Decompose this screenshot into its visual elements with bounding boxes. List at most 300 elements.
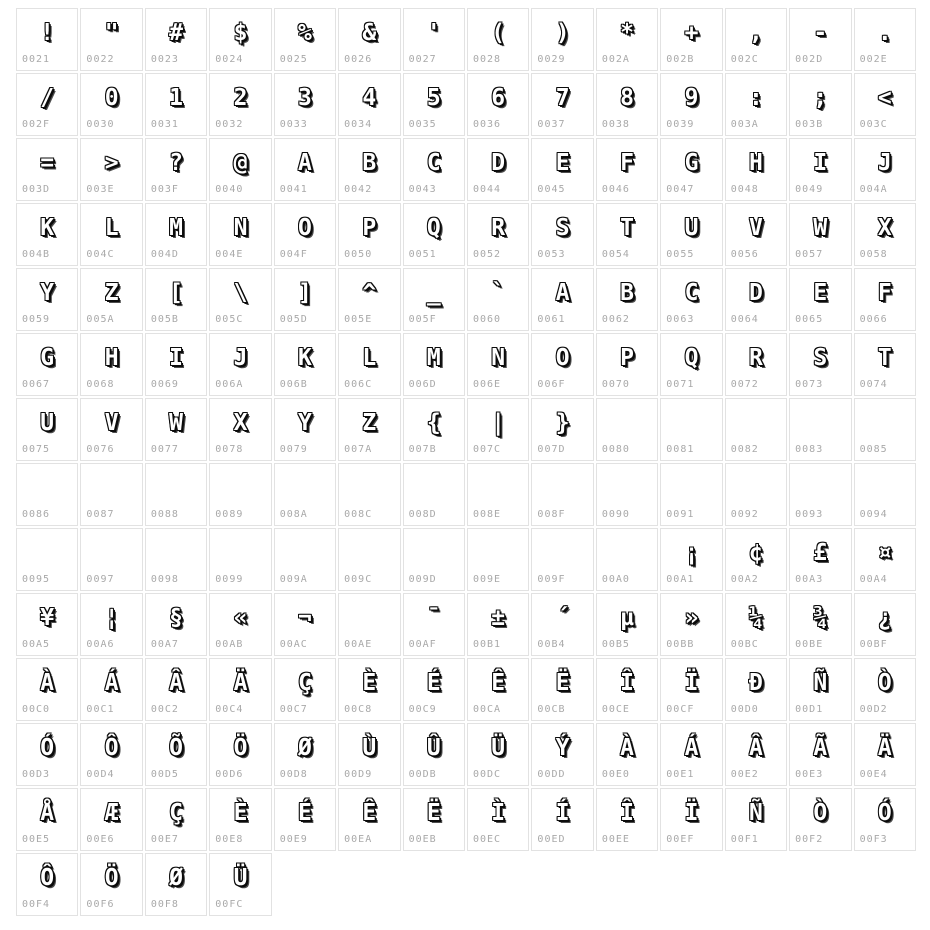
glyph-cell-0099 bbox=[209, 528, 271, 591]
glyph-cell-0022 bbox=[80, 8, 142, 71]
codepoint-label: 0070 bbox=[601, 379, 630, 390]
codepoint-label: 0052 bbox=[472, 249, 502, 260]
codepoint-label: 00A2 bbox=[730, 574, 759, 585]
glyph-cell-006F bbox=[531, 333, 593, 396]
glyph-cell-00CB bbox=[531, 658, 593, 721]
glyph-preview bbox=[661, 269, 721, 315]
glyph-cell-003E bbox=[80, 138, 142, 201]
glyph-preview bbox=[17, 269, 77, 315]
codepoint-label: 0080 bbox=[601, 444, 630, 455]
glyph-character: È bbox=[362, 670, 377, 696]
glyph-character: U bbox=[684, 215, 699, 241]
glyph-character: £ bbox=[813, 540, 828, 566]
codepoint-label: 00BB bbox=[666, 639, 695, 650]
glyph-preview bbox=[404, 334, 464, 380]
glyph-character: G bbox=[40, 345, 55, 371]
glyph-character: Q bbox=[684, 345, 699, 371]
codepoint-label: 003B bbox=[795, 119, 824, 130]
codepoint-label: 0068 bbox=[86, 379, 115, 390]
codepoint-label: 00C2 bbox=[150, 704, 179, 715]
glyph-preview bbox=[81, 399, 141, 445]
glyph-character: 9 bbox=[684, 85, 699, 111]
codepoint-label: 008A bbox=[279, 509, 308, 520]
glyph-character: V bbox=[748, 215, 763, 241]
glyph-preview-empty bbox=[81, 529, 141, 575]
glyph-cell-00B4 bbox=[531, 593, 593, 656]
codepoint-label: 0047 bbox=[666, 184, 695, 195]
codepoint-label: 0060 bbox=[472, 314, 502, 325]
glyph-preview bbox=[790, 789, 850, 835]
glyph-cell-007D bbox=[531, 398, 593, 461]
codepoint-label: 0037 bbox=[537, 119, 566, 130]
codepoint-label: 0027 bbox=[408, 54, 437, 65]
glyph-character: F bbox=[877, 280, 892, 306]
glyph-cell-00A0 bbox=[596, 528, 658, 591]
glyph-preview bbox=[790, 204, 850, 250]
glyph-character: R bbox=[748, 345, 763, 371]
glyph-character: @ bbox=[233, 150, 248, 176]
codepoint-label: 00BC bbox=[730, 639, 759, 650]
glyph-cell-00AF bbox=[403, 593, 465, 656]
glyph-character: ; bbox=[813, 85, 828, 111]
codepoint-label: 0025 bbox=[279, 54, 308, 65]
glyph-cell-0023 bbox=[145, 8, 207, 71]
glyph-cell-0097 bbox=[80, 528, 142, 591]
glyph-cell-0089 bbox=[209, 463, 271, 526]
glyph-cell-00EE bbox=[596, 788, 658, 851]
glyph-character: Â bbox=[169, 670, 183, 696]
codepoint-label: 006B bbox=[279, 379, 308, 390]
glyph-preview bbox=[339, 399, 399, 445]
glyph-character: P bbox=[362, 215, 377, 241]
codepoint-label: 0057 bbox=[795, 249, 824, 260]
glyph-preview-empty bbox=[726, 464, 786, 510]
glyph-cell-0067 bbox=[16, 333, 78, 396]
glyph-preview bbox=[17, 139, 77, 185]
codepoint-label: 00C8 bbox=[344, 704, 373, 715]
glyph-character: D bbox=[748, 280, 763, 306]
glyph-cell-0042 bbox=[338, 138, 400, 201]
glyph-cell-00DB bbox=[403, 723, 465, 786]
glyph-preview bbox=[81, 204, 141, 250]
glyph-cell-0093 bbox=[789, 463, 851, 526]
glyph-character: Ý bbox=[555, 735, 570, 761]
glyph-preview bbox=[17, 399, 77, 445]
glyph-cell-0055 bbox=[660, 203, 722, 266]
glyph-cell-0037 bbox=[531, 73, 593, 136]
glyph-cell-0066 bbox=[854, 268, 916, 331]
glyph-cell-005F bbox=[403, 268, 465, 331]
codepoint-label: 00D8 bbox=[279, 769, 308, 780]
codepoint-label: 0067 bbox=[22, 379, 51, 390]
glyph-preview bbox=[404, 139, 464, 185]
glyph-character: # bbox=[169, 20, 183, 46]
glyph-preview-empty bbox=[339, 594, 399, 640]
codepoint-label: 00CE bbox=[601, 704, 630, 715]
codepoint-label: 00B5 bbox=[601, 639, 630, 650]
glyph-cell-007A bbox=[338, 398, 400, 461]
glyph-preview-empty bbox=[597, 464, 657, 510]
glyph-character: É bbox=[426, 670, 441, 696]
codepoint-label: 006F bbox=[537, 379, 566, 390]
codepoint-label: 00C1 bbox=[86, 704, 115, 715]
glyph-preview bbox=[532, 204, 592, 250]
glyph-cell-00A3 bbox=[789, 528, 851, 591]
glyph-character: Å bbox=[40, 800, 55, 826]
glyph-cell-0091 bbox=[660, 463, 722, 526]
glyph-preview bbox=[726, 594, 786, 640]
glyph-cell-0045 bbox=[531, 138, 593, 201]
glyph-cell-00F4 bbox=[16, 853, 78, 916]
glyph-preview bbox=[726, 334, 786, 380]
codepoint-label: 0035 bbox=[408, 119, 437, 130]
glyph-character: W bbox=[169, 410, 183, 436]
glyph-cell-0073 bbox=[789, 333, 851, 396]
glyph-cell-0036 bbox=[467, 73, 529, 136]
glyph-cell-0074 bbox=[854, 333, 916, 396]
codepoint-label: 0069 bbox=[150, 379, 179, 390]
glyph-cell-0027 bbox=[403, 8, 465, 71]
glyph-character: Ó bbox=[877, 800, 892, 826]
glyph-cell-006D bbox=[403, 333, 465, 396]
glyph-cell-0049 bbox=[789, 138, 851, 201]
glyph-preview bbox=[404, 9, 464, 55]
glyph-preview bbox=[597, 334, 657, 380]
codepoint-label: 0028 bbox=[472, 54, 502, 65]
glyph-character: É bbox=[297, 800, 312, 826]
glyph-character: C bbox=[684, 280, 699, 306]
glyph-preview bbox=[210, 139, 270, 185]
glyph-preview bbox=[17, 9, 77, 55]
glyph-character: ¤ bbox=[877, 540, 892, 566]
glyph-cell-005A bbox=[80, 268, 142, 331]
glyph-cell-00CA bbox=[467, 658, 529, 721]
codepoint-label: 00EC bbox=[472, 834, 502, 845]
glyph-cell-0079 bbox=[274, 398, 336, 461]
glyph-preview bbox=[532, 334, 592, 380]
codepoint-label: 0065 bbox=[795, 314, 824, 325]
glyph-cell-00B5 bbox=[596, 593, 658, 656]
glyph-character: } bbox=[555, 410, 570, 436]
glyph-character: \ bbox=[233, 280, 248, 306]
glyph-preview bbox=[210, 9, 270, 55]
codepoint-label: 00A5 bbox=[22, 639, 51, 650]
codepoint-label: 0058 bbox=[859, 249, 888, 260]
glyph-preview bbox=[790, 724, 850, 770]
glyph-character: 5 bbox=[426, 85, 441, 111]
glyph-preview bbox=[210, 399, 270, 445]
glyph-character: 8 bbox=[620, 85, 634, 111]
glyph-preview bbox=[468, 74, 528, 120]
glyph-character: ´ bbox=[555, 605, 570, 631]
glyph-character: Ù bbox=[362, 735, 377, 761]
glyph-preview bbox=[81, 594, 141, 640]
glyph-cell-0056 bbox=[725, 203, 787, 266]
glyph-preview bbox=[855, 724, 915, 770]
glyph-preview bbox=[790, 139, 850, 185]
glyph-character: 7 bbox=[555, 85, 570, 111]
codepoint-label: 00B4 bbox=[537, 639, 566, 650]
glyph-character: R bbox=[491, 215, 506, 241]
glyph-preview-empty bbox=[339, 529, 399, 575]
glyph-preview-empty bbox=[855, 399, 915, 445]
codepoint-label: 0097 bbox=[86, 574, 115, 585]
glyph-character: ¢ bbox=[748, 540, 763, 566]
glyph-preview bbox=[146, 659, 206, 705]
glyph-preview bbox=[146, 854, 206, 900]
glyph-character: Ë bbox=[426, 800, 441, 826]
glyph-cell-003B bbox=[789, 73, 851, 136]
glyph-preview bbox=[339, 139, 399, 185]
codepoint-label: 00FC bbox=[215, 899, 244, 910]
glyph-preview bbox=[726, 9, 786, 55]
codepoint-label: 00DB bbox=[408, 769, 437, 780]
glyph-cell-00E6 bbox=[80, 788, 142, 851]
glyph-cell-003A bbox=[725, 73, 787, 136]
glyph-character: = bbox=[40, 150, 55, 176]
glyph-preview bbox=[855, 204, 915, 250]
codepoint-label: 0049 bbox=[795, 184, 824, 195]
glyph-cell-0072 bbox=[725, 333, 787, 396]
glyph-preview bbox=[661, 594, 721, 640]
codepoint-label: 006A bbox=[215, 379, 244, 390]
glyph-preview bbox=[81, 789, 141, 835]
glyph-preview-empty bbox=[855, 464, 915, 510]
glyph-preview bbox=[210, 334, 270, 380]
glyph-preview bbox=[790, 74, 850, 120]
glyph-preview-empty bbox=[275, 464, 335, 510]
glyph-preview bbox=[210, 204, 270, 250]
glyph-preview bbox=[790, 594, 850, 640]
glyph-character: S bbox=[555, 215, 570, 241]
glyph-character: ¾ bbox=[813, 605, 828, 631]
glyph-preview bbox=[275, 269, 335, 315]
glyph-cell-004C bbox=[80, 203, 142, 266]
glyph-preview bbox=[404, 724, 464, 770]
glyph-preview bbox=[468, 659, 528, 705]
codepoint-label: 0074 bbox=[859, 379, 888, 390]
glyph-character: Û bbox=[426, 735, 441, 761]
glyph-preview bbox=[339, 269, 399, 315]
glyph-character: H bbox=[104, 345, 119, 371]
glyph-preview-empty bbox=[468, 529, 528, 575]
glyph-character: Ì bbox=[491, 800, 506, 826]
glyph-cell-0094 bbox=[854, 463, 916, 526]
codepoint-label: 0083 bbox=[795, 444, 824, 455]
codepoint-label: 004B bbox=[22, 249, 51, 260]
glyph-cell-00DD bbox=[531, 723, 593, 786]
glyph-preview bbox=[17, 204, 77, 250]
glyph-cell-005E bbox=[338, 268, 400, 331]
glyph-preview bbox=[275, 724, 335, 770]
glyph-character: X bbox=[877, 215, 892, 241]
glyph-cell-00E8 bbox=[209, 788, 271, 851]
glyph-character: [ bbox=[169, 280, 183, 306]
glyph-preview bbox=[404, 659, 464, 705]
glyph-preview bbox=[339, 9, 399, 55]
glyph-preview bbox=[597, 204, 657, 250]
codepoint-label: 007A bbox=[344, 444, 373, 455]
codepoint-label: 0076 bbox=[86, 444, 115, 455]
codepoint-label: 0099 bbox=[215, 574, 244, 585]
codepoint-label: 003D bbox=[22, 184, 51, 195]
glyph-character: 3 bbox=[297, 85, 312, 111]
codepoint-label: 00A6 bbox=[86, 639, 115, 650]
glyph-character: ] bbox=[297, 280, 312, 306]
glyph-character: Y bbox=[40, 280, 55, 306]
glyph-character: Ø bbox=[169, 865, 183, 891]
glyph-cell-004F bbox=[274, 203, 336, 266]
codepoint-label: 002B bbox=[666, 54, 695, 65]
codepoint-label: 00C4 bbox=[215, 704, 244, 715]
codepoint-label: 00EA bbox=[344, 834, 373, 845]
codepoint-label: 00A1 bbox=[666, 574, 695, 585]
glyph-preview bbox=[146, 334, 206, 380]
glyph-preview-empty bbox=[404, 529, 464, 575]
glyph-preview bbox=[532, 724, 592, 770]
codepoint-label: 0033 bbox=[279, 119, 308, 130]
glyph-preview-empty bbox=[275, 529, 335, 575]
codepoint-label: 006D bbox=[408, 379, 437, 390]
glyph-character: À bbox=[620, 735, 634, 761]
glyph-character: : bbox=[748, 85, 763, 111]
glyph-character: Ü bbox=[491, 735, 506, 761]
glyph-preview bbox=[855, 334, 915, 380]
glyph-preview bbox=[790, 529, 850, 575]
glyph-character: Y bbox=[297, 410, 312, 436]
glyph-preview bbox=[275, 399, 335, 445]
glyph-preview bbox=[339, 204, 399, 250]
glyph-cell-006A bbox=[209, 333, 271, 396]
glyph-cell-0063 bbox=[660, 268, 722, 331]
glyph-preview bbox=[275, 204, 335, 250]
glyph-preview bbox=[468, 334, 528, 380]
glyph-character: Ô bbox=[40, 865, 55, 891]
glyph-character: È bbox=[233, 800, 248, 826]
glyph-cell-00D6 bbox=[209, 723, 271, 786]
glyph-preview bbox=[146, 204, 206, 250]
glyph-character: ¦ bbox=[104, 605, 119, 631]
codepoint-label: 0034 bbox=[344, 119, 373, 130]
glyph-cell-0095 bbox=[16, 528, 78, 591]
glyph-character: Ü bbox=[233, 865, 248, 891]
codepoint-label: 004F bbox=[279, 249, 308, 260]
glyph-preview bbox=[17, 854, 77, 900]
codepoint-label: 00E2 bbox=[730, 769, 759, 780]
codepoint-label: 003E bbox=[86, 184, 115, 195]
glyph-cell-004E bbox=[209, 203, 271, 266]
glyph-character: Ë bbox=[555, 670, 570, 696]
glyph-character: » bbox=[684, 605, 699, 631]
glyph-cell-00E4 bbox=[854, 723, 916, 786]
glyph-preview-empty bbox=[790, 399, 850, 445]
glyph-cell-0058 bbox=[854, 203, 916, 266]
glyph-preview bbox=[726, 269, 786, 315]
glyph-preview-empty bbox=[146, 464, 206, 510]
glyph-character: Á bbox=[684, 735, 699, 761]
glyph-character: L bbox=[362, 345, 377, 371]
codepoint-label: 00E0 bbox=[601, 769, 630, 780]
glyph-cell-00F2 bbox=[789, 788, 851, 851]
codepoint-label: 005D bbox=[279, 314, 308, 325]
codepoint-label: 0040 bbox=[215, 184, 244, 195]
glyph-character: ¬ bbox=[297, 605, 312, 631]
glyph-preview-empty bbox=[146, 529, 206, 575]
codepoint-label: 0030 bbox=[86, 119, 115, 130]
glyph-character: E bbox=[555, 150, 570, 176]
codepoint-label: 0090 bbox=[601, 509, 630, 520]
glyph-character: ! bbox=[40, 20, 55, 46]
glyph-cell-008D bbox=[403, 463, 465, 526]
glyph-preview bbox=[597, 789, 657, 835]
glyph-cell-0071 bbox=[660, 333, 722, 396]
glyph-character: I bbox=[169, 345, 183, 371]
glyph-character: 2 bbox=[233, 85, 248, 111]
codepoint-label: 00A4 bbox=[859, 574, 888, 585]
glyph-preview bbox=[855, 269, 915, 315]
glyph-preview bbox=[532, 399, 592, 445]
codepoint-label: 005F bbox=[408, 314, 437, 325]
glyph-preview bbox=[661, 9, 721, 55]
glyph-cell-0041 bbox=[274, 138, 336, 201]
codepoint-label: 00BE bbox=[795, 639, 824, 650]
glyph-preview bbox=[275, 74, 335, 120]
codepoint-label: 00E1 bbox=[666, 769, 695, 780]
codepoint-label: 005A bbox=[86, 314, 115, 325]
glyph-cell-0083 bbox=[789, 398, 851, 461]
codepoint-label: 0098 bbox=[150, 574, 179, 585]
glyph-cell-0025 bbox=[274, 8, 336, 71]
codepoint-label: 005C bbox=[215, 314, 244, 325]
codepoint-label: 002C bbox=[730, 54, 759, 65]
glyph-character: U bbox=[40, 410, 55, 436]
codepoint-label: 00E7 bbox=[150, 834, 179, 845]
glyph-character: Ñ bbox=[748, 800, 763, 826]
glyph-character: ` bbox=[491, 280, 506, 306]
glyph-preview bbox=[468, 139, 528, 185]
glyph-preview bbox=[532, 789, 592, 835]
codepoint-label: 0026 bbox=[344, 54, 373, 65]
glyph-character: Ã bbox=[813, 735, 828, 761]
codepoint-label: 00F3 bbox=[859, 834, 888, 845]
glyph-preview bbox=[275, 659, 335, 705]
glyph-preview bbox=[790, 9, 850, 55]
glyph-preview bbox=[17, 594, 77, 640]
glyph-preview bbox=[661, 334, 721, 380]
glyph-character: J bbox=[877, 150, 892, 176]
glyph-cell-0085 bbox=[854, 398, 916, 461]
glyph-cell-00C8 bbox=[338, 658, 400, 721]
glyph-cell-0053 bbox=[531, 203, 593, 266]
glyph-cell-00E5 bbox=[16, 788, 78, 851]
codepoint-label: 00EB bbox=[408, 834, 437, 845]
glyph-cell-00A1 bbox=[660, 528, 722, 591]
codepoint-label: 0078 bbox=[215, 444, 244, 455]
glyph-character: J bbox=[233, 345, 248, 371]
glyph-preview bbox=[275, 594, 335, 640]
glyph-preview bbox=[146, 74, 206, 120]
glyph-cell-00C7 bbox=[274, 658, 336, 721]
codepoint-label: 0095 bbox=[22, 574, 51, 585]
glyph-character: " bbox=[104, 20, 119, 46]
glyph-cell-0039 bbox=[660, 73, 722, 136]
codepoint-label: 00AC bbox=[279, 639, 308, 650]
glyph-cell-0050 bbox=[338, 203, 400, 266]
glyph-character: B bbox=[362, 150, 377, 176]
glyph-character: + bbox=[684, 20, 699, 46]
glyph-character: Ó bbox=[40, 735, 55, 761]
codepoint-label: 00DD bbox=[537, 769, 566, 780]
